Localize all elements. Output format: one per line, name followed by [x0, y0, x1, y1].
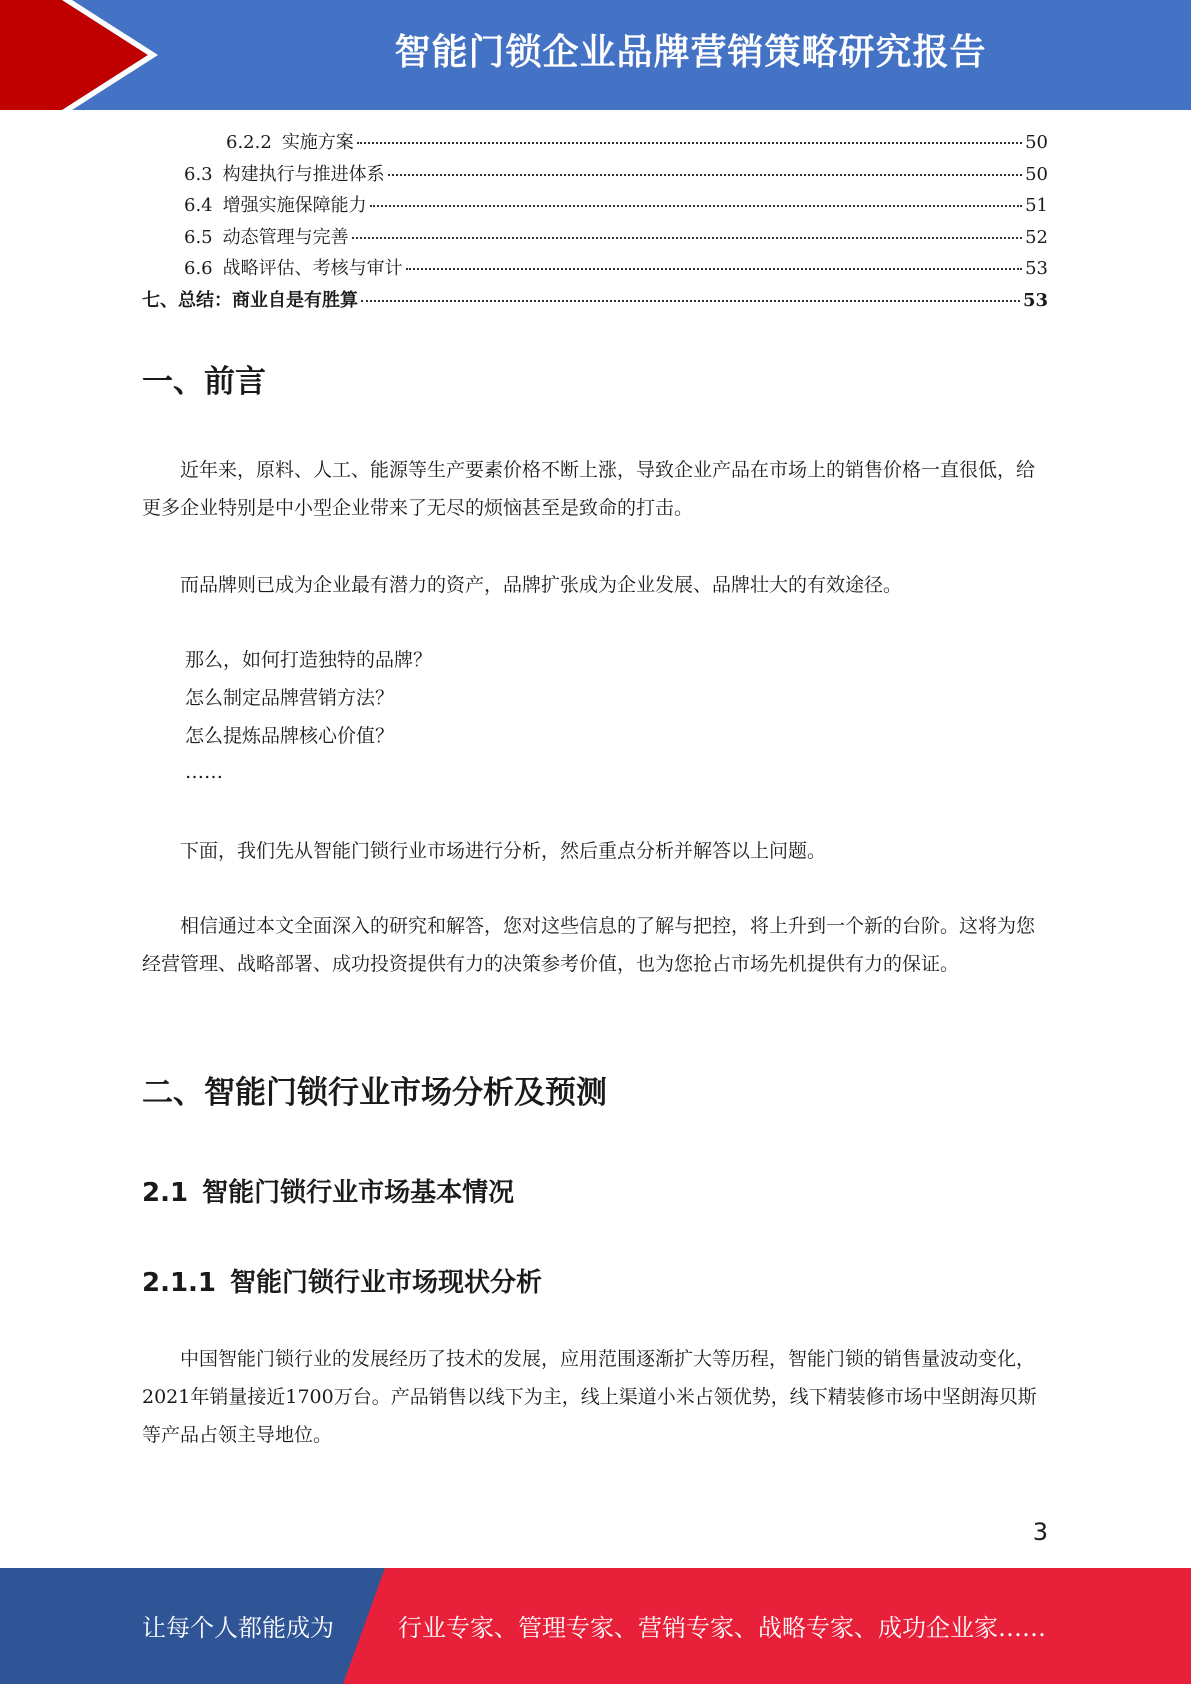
ellipsis-line: ……: [185, 761, 223, 783]
toc-label: 七、总结：商业自是有胜算: [142, 289, 358, 311]
paragraph: 中国智能门锁行业的发展经历了技术的发展，应用范围逐渐扩大等历程，智能门锁的销售量波动变化，2021年销量接近1700万台。产品销售以线下为主，线上渠道小米占领优势，线下精装修市场中坚朗海贝斯等产品占领主导地位。: [142, 1348, 1037, 1446]
report-title: 智能门锁企业品牌营销策略研究报告: [394, 32, 987, 73]
toc-number: 6.6: [184, 258, 213, 279]
toc-number: 6.2.2: [226, 132, 272, 153]
section-number: 2.1.1: [142, 1268, 217, 1298]
toc-entry[interactable]: [142, 223, 1048, 255]
heading-preface: 一、前言: [142, 364, 266, 400]
toc-number: 6.4: [184, 195, 213, 216]
section-number: 2.1: [142, 1178, 189, 1208]
page-number: 3: [1032, 1518, 1048, 1546]
toc-leader: [406, 268, 1022, 270]
toc-leader: [361, 300, 1020, 302]
toc-page: 52: [1025, 226, 1048, 248]
toc-leader: [370, 205, 1022, 207]
question-line: 怎么提炼品牌核心价值？: [185, 725, 395, 747]
toc-entry[interactable]: [142, 286, 1048, 318]
toc-page: 53: [1025, 258, 1048, 279]
footer-slogan-left: 让每个人都能成为: [142, 1614, 334, 1642]
heading-section-2-1: [142, 1172, 514, 1209]
heading-section-2-1-1: [142, 1262, 542, 1299]
paragraph: 而品牌则已成为企业最有潜力的资产，品牌扩张成为企业发展、品牌壮大的有效途径。: [180, 574, 903, 596]
toc-label: 增强实施保障能力: [222, 195, 367, 216]
header-arrow-decoration: [0, 0, 200, 110]
toc-page: 51: [1025, 195, 1048, 216]
page-header: [0, 0, 1191, 110]
toc-page: 53: [1022, 289, 1048, 311]
question-line: 怎么制定品牌营销方法？: [185, 687, 395, 709]
toc-entry[interactable]: [142, 160, 1048, 192]
toc-label: 构建执行与推进体系: [222, 163, 385, 185]
toc-label: 实施方案: [281, 132, 354, 153]
toc-entry[interactable]: [142, 128, 1048, 160]
toc-number: 6.5: [184, 226, 213, 248]
question-line: 那么，如何打造独特的品牌？: [185, 649, 433, 671]
toc-entry[interactable]: [142, 254, 1048, 286]
page-footer: [0, 1568, 1191, 1684]
toc-leader: [388, 174, 1022, 176]
heading-chapter-2: 二、智能门锁行业市场分析及预测: [142, 1075, 607, 1111]
paragraph: 近年来，原料、人工、能源等生产要素价格不断上涨，导致企业产品在市场上的销售价格一直很低，给更多企业特别是中小型企业带来了无尽的烦恼甚至是致命的打击。: [142, 459, 1036, 519]
section-title: 智能门锁行业市场基本情况: [202, 1178, 515, 1208]
toc-entry[interactable]: [142, 191, 1048, 223]
toc-leader: [357, 142, 1022, 144]
toc-label: 战略评估、考核与审计: [222, 258, 403, 279]
paragraph: 下面，我们先从智能门锁行业市场进行分析，然后重点分析并解答以上问题。: [180, 840, 827, 862]
table-of-contents: [142, 128, 1048, 317]
toc-page: 50: [1025, 163, 1048, 185]
toc-label: 动态管理与完善: [222, 226, 349, 248]
toc-page: 50: [1025, 132, 1048, 153]
section-title: 智能门锁行业市场现状分析: [230, 1268, 543, 1298]
paragraph: 相信通过本文全面深入的研究和解答，您对这些信息的了解与把控，将上升到一个新的台阶。这将为您经营管理、战略部署、成功投资提供有力的决策参考价值，也为您抢占市场先机提供有力的保证。: [142, 915, 1036, 975]
toc-leader: [352, 237, 1022, 239]
toc-number: 6.3: [184, 163, 213, 185]
footer-slogan-right: 行业专家、管理专家、营销专家、战略专家、成功企业家……: [398, 1614, 1046, 1642]
